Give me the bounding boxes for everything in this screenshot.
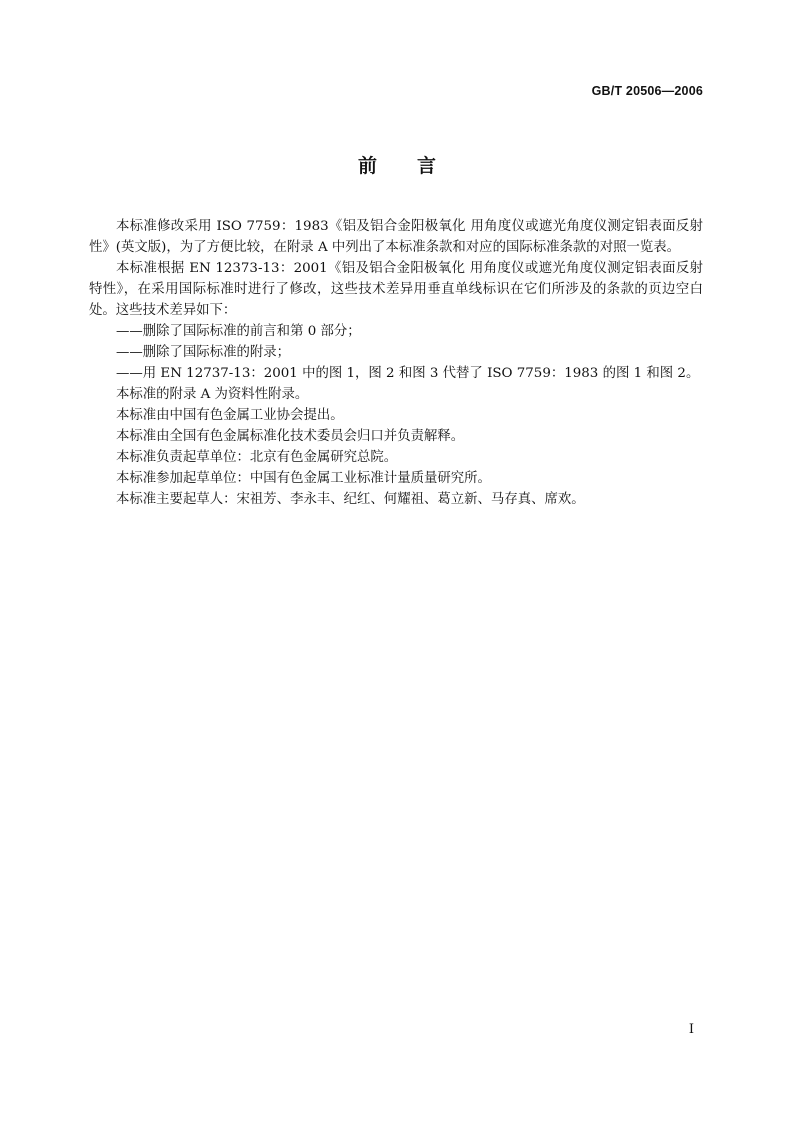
title-char-1: 前 [357,155,377,177]
paragraph-committee: 本标准由全国有色金属标准化技术委员会归口并负责解释。 [116,429,465,444]
page-title [0,151,794,178]
page-number: I [688,1022,694,1037]
difference-item-2: ——删除了国际标准的附录； [116,345,291,360]
paragraph-modification: 本标准根据 EN 12373-13：2001《铝及铝合金阳极氧化 用角度仪或遮光角度仪测定铝表面反射特性》，在采用国际标准时进行了修改，这些技术差异用垂直单线标识在它们所涉及的条款的页边空白处。这些技术差异如下： [89,261,703,318]
paragraph-drafting-unit: 本标准负责起草单位：北京有色金属研究总院。 [116,450,398,465]
difference-item-3: ——用 EN 12737-13：2001 中的图 1，图 2 和图 3 代替了 ISO 7759：1983 的图 1 和图 2。 [116,366,700,381]
standard-code: GB/T 20506—2006 [591,84,703,98]
paragraph-participating-unit: 本标准参加起草单位：中国有色金属工业标准计量质量研究所。 [116,471,491,486]
foreword-body [89,216,703,510]
paragraph-drafters: 本标准主要起草人：宋祖芳、李永丰、纪红、何耀祖、葛立新、马存真、席欢。 [116,492,585,507]
paragraph-adoption: 本标准修改采用 ISO 7759：1983《铝及铝合金阳极氧化 用角度仪或遮光角度仪测定铝表面反射性》(英文版)，为了方便比较，在附录 A 中列出了本标准条款和对应的国际标准条款的对照一览表。 [89,219,703,255]
title-char-2: 言 [417,155,437,177]
paragraph-annex: 本标准的附录 A 为资料性附录。 [116,387,309,402]
difference-item-1: ——删除了国际标准的前言和第 0 部分； [116,324,361,339]
paragraph-proposer: 本标准由中国有色金属工业协会提出。 [116,408,344,423]
